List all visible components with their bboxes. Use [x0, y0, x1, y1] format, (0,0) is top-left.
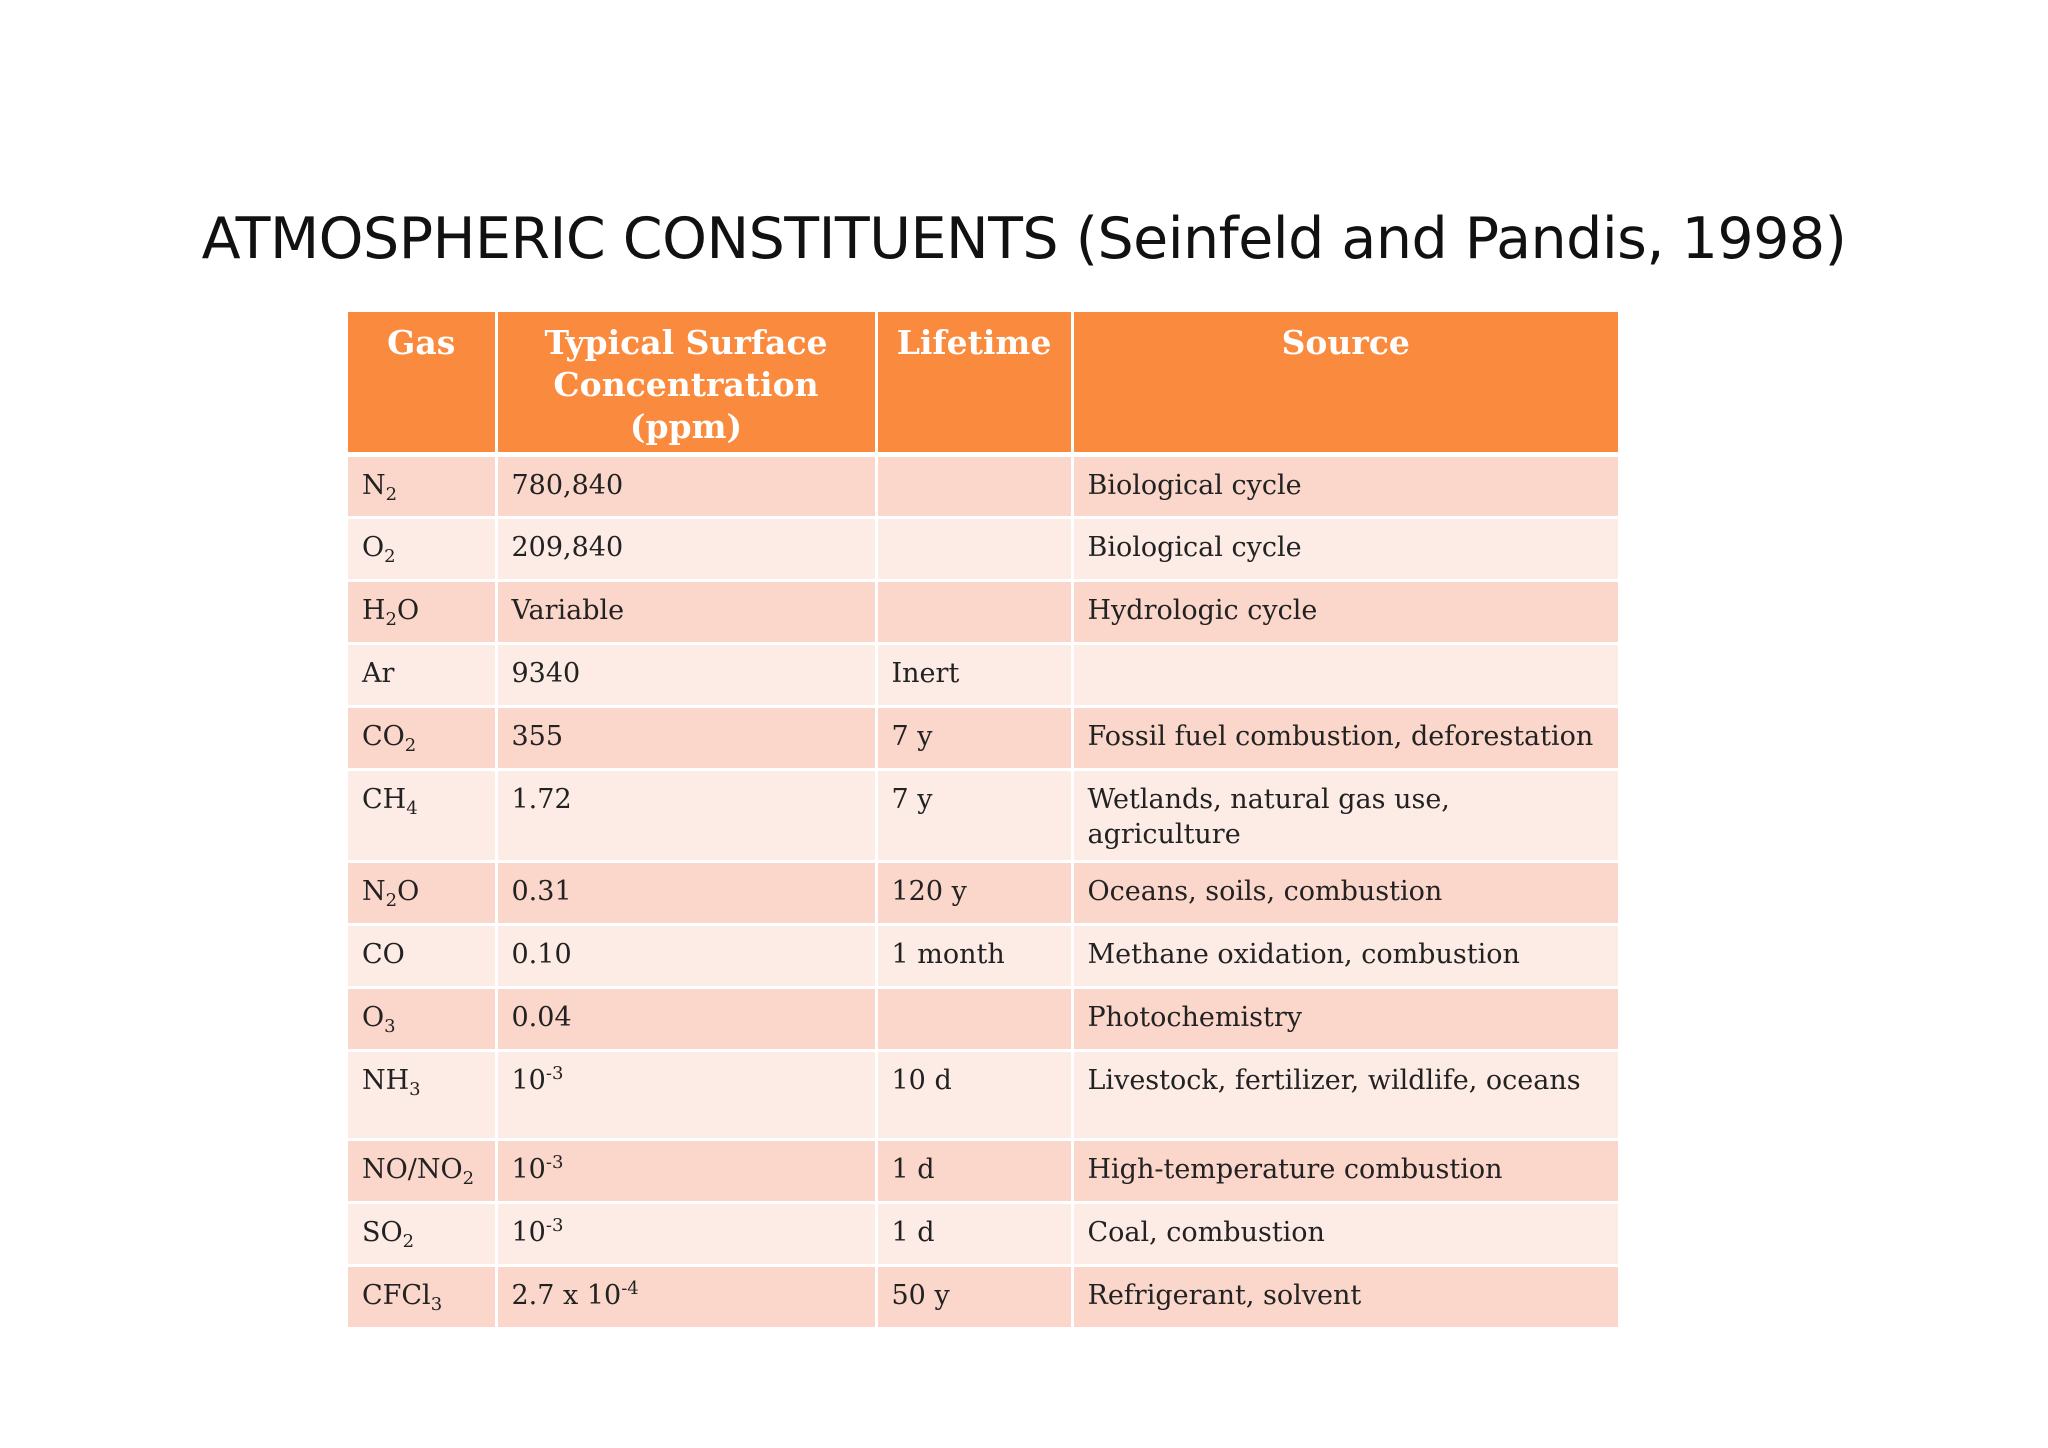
gas-subscript: 3 — [409, 1079, 421, 1100]
table-body — [348, 455, 1618, 1329]
header-lifetime: Lifetime — [876, 312, 1072, 455]
table-row — [348, 862, 1618, 925]
source-cell: Hydrologic cycle — [1072, 581, 1618, 644]
table-row — [348, 1051, 1618, 1140]
gas-cell — [348, 455, 496, 518]
gas-formula: CH — [362, 784, 407, 815]
table-row — [348, 1140, 1618, 1203]
gas-subscript: 2 — [404, 735, 417, 756]
source-cell: Coal, combustion — [1072, 1203, 1618, 1266]
table-row — [348, 1203, 1618, 1266]
gas-subscript: 2 — [384, 546, 396, 567]
concentration-cell — [496, 1051, 876, 1140]
concentration-cell — [496, 707, 876, 770]
lifetime-cell: 1 d — [876, 1140, 1072, 1203]
gas-subscript: 4 — [406, 798, 418, 819]
gas-cell — [348, 770, 496, 862]
source-cell: Wetlands, natural gas use, agriculture — [1072, 770, 1618, 862]
gas-cell — [348, 518, 496, 581]
lifetime-cell: 1 month — [876, 925, 1072, 988]
concentration-exponent: -3 — [545, 1152, 564, 1173]
concentration-value: 0.10 — [511, 939, 572, 970]
lifetime-cell: 7 y — [876, 770, 1072, 862]
concentration-cell — [496, 925, 876, 988]
gas-formula: NO/NO — [362, 1154, 463, 1185]
table-row — [348, 518, 1618, 581]
gas-formula: H — [362, 595, 386, 626]
concentration-exponent: -4 — [621, 1278, 639, 1299]
concentration-cell — [496, 644, 876, 707]
concentration-cell — [496, 1203, 876, 1266]
concentration-value: 0.31 — [511, 876, 572, 907]
gas-formula-tail: O — [397, 595, 420, 626]
gas-formula: N — [362, 876, 386, 907]
lifetime-cell: 50 y — [876, 1266, 1072, 1329]
lifetime-cell: 7 y — [876, 707, 1072, 770]
constituents-table — [348, 312, 1618, 1330]
source-cell: Livestock, fertilizer, wildlife, oceans — [1072, 1051, 1618, 1140]
concentration-cell — [496, 770, 876, 862]
lifetime-cell — [876, 581, 1072, 644]
gas-cell — [348, 1051, 496, 1140]
concentration-exponent: -3 — [545, 1215, 564, 1236]
gas-formula: N — [362, 470, 386, 501]
table-row — [348, 455, 1618, 518]
gas-cell — [348, 1266, 496, 1329]
source-cell — [1072, 644, 1618, 707]
source-cell: Fossil fuel combustion, deforestation — [1072, 707, 1618, 770]
gas-formula: Ar — [362, 658, 395, 689]
slide-title: ATMOSPHERIC CONSTITUENTS (Seinfeld and Pandis, 1998) — [201, 206, 1847, 272]
source-cell: Biological cycle — [1072, 455, 1618, 518]
concentration-value: 2.7 x 10 — [511, 1280, 622, 1311]
source-cell: Oceans, soils, combustion — [1072, 862, 1618, 925]
concentration-value: 780,840 — [511, 470, 624, 501]
concentration-value: 10 — [511, 1217, 546, 1248]
header-gas: Gas — [348, 312, 496, 455]
concentration-cell — [496, 1266, 876, 1329]
gas-subscript: 2 — [385, 890, 398, 911]
gas-subscript: 3 — [384, 1016, 396, 1037]
lifetime-cell: 1 d — [876, 1203, 1072, 1266]
gas-formula: O — [362, 532, 385, 563]
gas-cell — [348, 707, 496, 770]
gas-subscript: 2 — [385, 609, 397, 630]
gas-subscript: 3 — [430, 1294, 443, 1315]
concentration-value: 355 — [511, 721, 564, 752]
gas-cell — [348, 1140, 496, 1203]
gas-subscript: 2 — [462, 1168, 475, 1189]
source-cell: Biological cycle — [1072, 518, 1618, 581]
table-header-row — [348, 312, 1618, 455]
gas-cell — [348, 581, 496, 644]
table-row — [348, 1266, 1618, 1329]
concentration-value: 10 — [511, 1065, 546, 1096]
lifetime-cell: Inert — [876, 644, 1072, 707]
gas-subscript: 2 — [402, 1231, 415, 1252]
concentration-value: Variable — [511, 595, 625, 626]
source-cell: Methane oxidation, combustion — [1072, 925, 1618, 988]
gas-cell — [348, 988, 496, 1051]
gas-cell — [348, 1203, 496, 1266]
gas-formula: NH — [362, 1065, 410, 1096]
concentration-value: 1.72 — [511, 784, 572, 815]
gas-formula-tail: O — [397, 876, 420, 907]
header-concentration: Typical Surface Concentration (ppm) — [496, 312, 876, 455]
table-row — [348, 644, 1618, 707]
concentration-cell — [496, 518, 876, 581]
concentration-cell — [496, 1140, 876, 1203]
concentration-value: 10 — [511, 1154, 546, 1185]
gas-cell — [348, 925, 496, 988]
lifetime-cell: 120 y — [876, 862, 1072, 925]
concentration-value: 209,840 — [511, 532, 624, 563]
gas-subscript: 2 — [385, 484, 398, 505]
table-row — [348, 707, 1618, 770]
concentration-exponent: -3 — [545, 1063, 564, 1084]
header-source: Source — [1072, 312, 1618, 455]
gas-formula: O — [362, 1002, 385, 1033]
lifetime-cell — [876, 518, 1072, 581]
concentration-cell — [496, 455, 876, 518]
concentration-cell — [496, 581, 876, 644]
gas-cell — [348, 644, 496, 707]
table-row — [348, 581, 1618, 644]
concentration-cell — [496, 862, 876, 925]
concentration-value: 0.04 — [511, 1002, 572, 1033]
source-cell: Refrigerant, solvent — [1072, 1266, 1618, 1329]
concentration-cell — [496, 988, 876, 1051]
gas-formula: CO — [362, 939, 405, 970]
concentration-value: 9340 — [511, 658, 581, 689]
gas-formula: CO — [362, 721, 405, 752]
table-row — [348, 770, 1618, 862]
source-cell: Photochemistry — [1072, 988, 1618, 1051]
gas-formula: SO — [362, 1217, 403, 1248]
table-row — [348, 925, 1618, 988]
source-cell: High-temperature combustion — [1072, 1140, 1618, 1203]
lifetime-cell — [876, 988, 1072, 1051]
gas-cell — [348, 862, 496, 925]
gas-formula: CFCl — [362, 1280, 431, 1311]
lifetime-cell — [876, 455, 1072, 518]
lifetime-cell: 10 d — [876, 1051, 1072, 1140]
table-row — [348, 988, 1618, 1051]
